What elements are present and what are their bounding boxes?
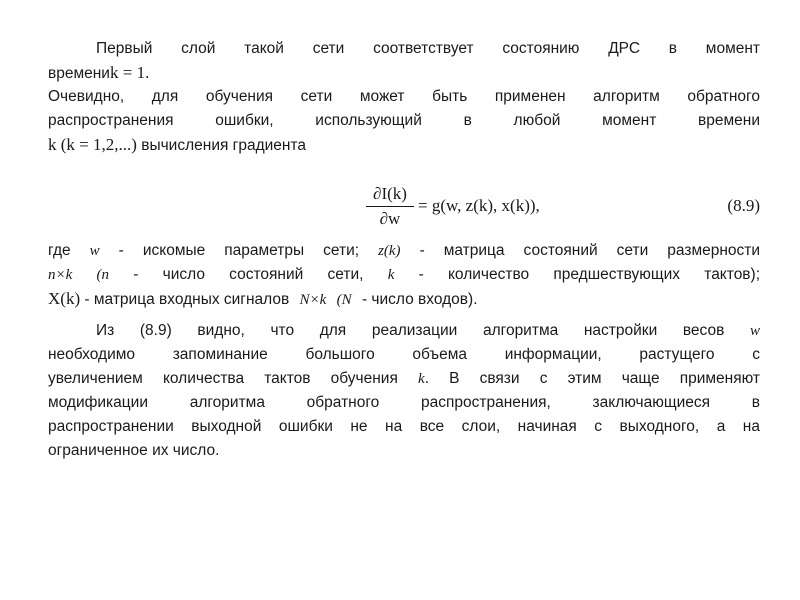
paragraph-1-line-5 xyxy=(48,134,760,157)
text-fragment: увеличением количества тактов обучения xyxy=(48,370,398,387)
math-k: k xyxy=(387,267,395,283)
paragraph-3-line-5: распространении выходной ошибки не на все слои, начиная с выходного, а на xyxy=(48,418,760,435)
paragraph-3-line-1 xyxy=(96,320,760,342)
math-w: w xyxy=(89,243,100,259)
paragraph-2-line-1 xyxy=(48,240,760,262)
math-w: w xyxy=(749,323,760,339)
math-N-times-k: N×k xyxy=(299,292,327,308)
text-fragment: - число состояний сети, xyxy=(133,266,364,283)
text-fragment: времени xyxy=(48,65,110,82)
math-k-range: k (k = 1,2,...) xyxy=(48,135,137,154)
math-N: (N xyxy=(336,292,352,308)
text-fragment: вычисления градиента xyxy=(141,137,306,154)
fraction-bar xyxy=(366,206,414,207)
paragraph-3-line-2: необходимо запоминание большого объема информации, растущего с xyxy=(48,346,760,363)
math-z-k: z(k) xyxy=(378,243,401,259)
formula-8-9 xyxy=(48,184,760,232)
fraction-denominator: ∂w xyxy=(379,209,401,228)
paragraph-2-line-2 xyxy=(48,264,760,286)
paragraph-1-line-1: Первый слой такой сети соответствует состоянию ДРС в момент xyxy=(96,40,760,57)
text-fragment: где xyxy=(48,242,71,259)
paragraph-2-line-3 xyxy=(48,288,760,311)
text-fragment: . В связи с этим чаще применяют xyxy=(424,370,761,387)
math-n: (n xyxy=(96,267,110,283)
paragraph-1-line-3: Очевидно, для обучения сети может быть применен алгоритм обратного xyxy=(48,88,760,105)
text-fragment: - матрица входных сигналов xyxy=(84,291,290,308)
math-k-equals-1: k = 1. xyxy=(109,63,150,82)
formula-right-side: = g(w, z(k), x(k)), xyxy=(418,196,540,215)
math-n-times-k: n×k xyxy=(48,267,73,283)
text-fragment: - искомые параметры сети; xyxy=(118,242,360,259)
math-k: k xyxy=(418,371,425,387)
text-fragment: - матрица состояний сети размерности xyxy=(419,242,761,259)
paragraph-1-line-4: распространения ошибки, использующий в любой момент времени xyxy=(48,112,760,129)
text-fragment: - количество предшествующих тактов); xyxy=(418,266,761,283)
math-x-k: X(k) xyxy=(48,289,81,308)
fraction-numerator: ∂I(k) xyxy=(373,184,407,203)
text-fragment: Из (8.9) видно, что для реализации алгоритма настройки весов xyxy=(96,322,725,339)
text-fragment: - число входов). xyxy=(361,291,478,308)
fraction xyxy=(366,184,414,229)
equation-number: (8.9) xyxy=(727,196,760,215)
paragraph-3-line-3 xyxy=(48,368,760,390)
paragraph-1-line-2 xyxy=(48,62,760,85)
paragraph-3-line-6: ограниченное их число. xyxy=(48,442,220,459)
paragraph-3-line-4: модификации алгоритма обратного распространения, заключающиеся в xyxy=(48,394,760,411)
